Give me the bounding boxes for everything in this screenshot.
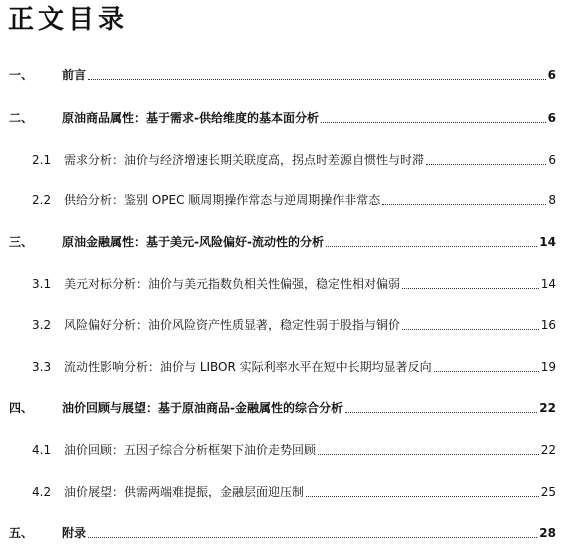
toc-entry[interactable] [0,274,568,294]
toc-entry[interactable] [0,440,568,460]
toc-entry-body [62,398,556,418]
toc-entry-page-number: 19 [540,360,556,374]
toc-entry-number: 3.1 [32,277,52,291]
toc-entry-title[interactable]: 附录 [62,526,87,540]
toc-entry-title[interactable]: 油价展望：供需两端难提振，金融层面迎压制 [64,485,305,499]
dot-leader [321,121,546,123]
toc-entry-page-number: 8 [548,193,556,207]
toc-entry[interactable] [0,232,568,252]
dot-leader [318,453,539,455]
toc-entry-body [64,315,556,335]
toc-entry[interactable] [0,523,568,543]
toc-entry-body [64,190,556,210]
toc-entry-body [64,274,556,294]
toc-entry-page-number: 22 [540,443,556,457]
toc-entry[interactable] [0,108,568,128]
toc-entry-number: 二、 [9,111,34,125]
toc-entry[interactable] [0,150,568,170]
toc-entry-title[interactable]: 供给分析：鉴别 OPEC 顺周期操作常态与逆周期操作非常态 [64,193,381,207]
toc-entry-body [62,523,556,543]
toc-entry-number: 4.1 [32,443,52,457]
page-title: 正文目录 [8,5,129,35]
toc-entry-page-number: 6 [547,111,556,125]
toc-entry-page-number: 6 [548,153,556,167]
toc-entry-number: 2.2 [32,193,52,207]
toc-entry-page-number: 22 [539,401,556,415]
toc-entry-title[interactable]: 油价回顾与展望：基于原油商品-金融属性的综合分析 [62,401,343,415]
toc-entry-body [62,65,556,85]
toc-entry-number: 2.1 [32,153,52,167]
toc-entry-number: 五、 [9,526,34,540]
toc-entry-page-number: 6 [547,68,556,82]
toc-entry-body [64,357,556,377]
toc-entry-title[interactable]: 风险偏好分析：油价风险资产性质显著，稳定性弱于股指与铜价 [64,318,401,332]
toc-entry-title[interactable]: 原油金融属性：基于美元-风险偏好-流动性的分析 [62,235,324,249]
toc-entry[interactable] [0,398,568,418]
toc-entry-title[interactable]: 前言 [62,68,87,82]
toc-entry-number: 一、 [9,68,34,82]
dot-leader [306,495,539,497]
toc-entry-number: 3.3 [32,360,52,374]
toc-entry-title[interactable]: 需求分析：油价与经济增速长期关联度高，拐点时差源自惯性与时滞 [64,153,425,167]
toc-entry-body [64,482,556,502]
dot-leader [326,245,537,247]
toc-entry-page-number: 14 [540,277,556,291]
toc-entry-number: 三、 [9,235,34,249]
toc-entry-number: 4.2 [32,485,52,499]
toc-entry-page-number: 25 [540,485,556,499]
toc-entry-body [64,440,556,460]
dot-leader [382,203,546,205]
dot-leader [88,536,537,538]
toc-entry[interactable] [0,357,568,377]
toc-entry[interactable] [0,65,568,85]
toc-entry-body [62,232,556,252]
dot-leader [402,328,539,330]
dot-leader [88,78,546,80]
toc-entry-title[interactable]: 原油商品属性：基于需求-供给维度的基本面分析 [62,111,319,125]
toc-entry[interactable] [0,190,568,210]
toc-entry-title[interactable]: 流动性影响分析：油价与 LIBOR 实际利率水平在短中长期均显著反向 [64,360,432,374]
toc-entry-page-number: 16 [540,318,556,332]
toc-entry[interactable] [0,315,568,335]
toc-entry-page-number: 14 [539,235,556,249]
toc-entry-body [62,108,556,128]
toc-entry-number: 四、 [9,401,34,415]
toc-entry-number: 3.2 [32,318,52,332]
toc-entry-title[interactable]: 油价回顾：五因子综合分析框架下油价走势回顾 [64,443,317,457]
dot-leader [402,287,539,289]
dot-leader [434,370,539,372]
toc-entry-title[interactable]: 美元对标分析：油价与美元指数负相关性偏强，稳定性相对偏弱 [64,277,401,291]
dot-leader [426,163,546,165]
dot-leader [345,411,537,413]
toc-entry-body [64,150,556,170]
toc-entry[interactable] [0,482,568,502]
toc-entry-page-number: 28 [539,526,556,540]
